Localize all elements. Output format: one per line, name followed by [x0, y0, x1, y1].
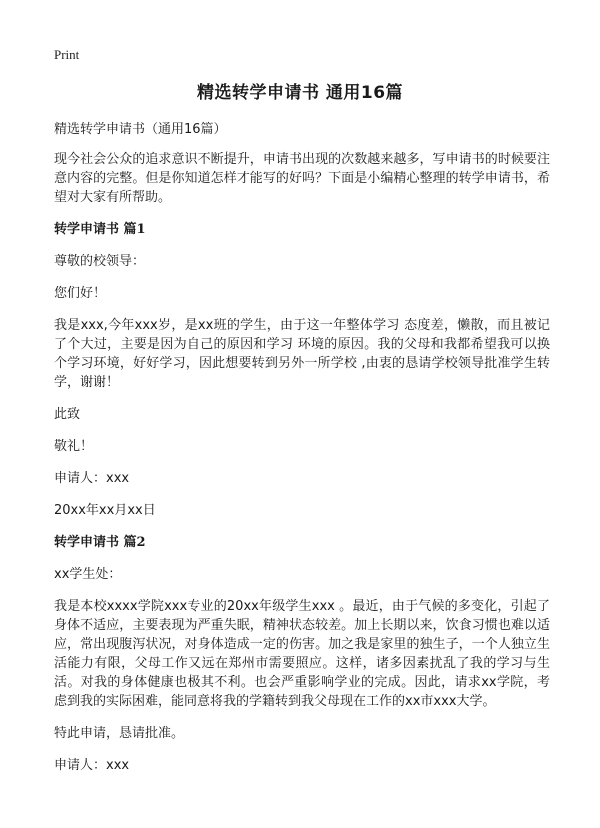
document-subtitle: 精选转学申请书（通用16篇） [54, 122, 227, 137]
letter1-salutation: 尊敬的校领导： [54, 254, 146, 269]
letter1-applicant: 申请人：xxx [54, 471, 130, 486]
letter1-body: 我是xxx,今年xxx岁，是xx班的学生，由于这一年整体学习 态度差，懒散，而且被记了个大过，主要是因为自己的原因和学习 环境的原因。我的父母和我都希望我可以换个学习环境，好好学习，因此想要转到另外一所学校 ,由衷的恳请学校领导批准学生转学，谢谢！ [54, 318, 550, 390]
print-label[interactable]: Print [54, 47, 80, 62]
letter2-applicant: 申请人：xxx [54, 758, 130, 773]
document-body [54, 120, 550, 788]
letter1-closing-2: 敬礼！ [54, 439, 94, 454]
intro-paragraph: 现今社会公众的追求意识不断提升，申请书出现的次数越来越多，写申请书的时候要注意内容的完整。但是你知道怎样才能写的好吗？下面是小编精心整理的转学申请书，希望对大家有所帮助。 [54, 152, 550, 205]
document-title: 精选转学申请书 通用16篇 [196, 83, 404, 103]
letter2-body: 我是本校xxxx学院xxx专业的20xx年级学生xxx 。最近，由于气候的多变化，引起了身体不适应，主要表现为严重失眠，精神状态较差。加上长期以来，饮食习惯也难以适应，常出现腹泻状况，对身体造成一定的伤害。加之我是家里的独生子，一个人独立生活能力有限，父母工作又远在郑州市需要照应。这样，诸多因素扰乱了我的学习与生活。对我的身体健康也极其不利。也会严重影响学业的完成。因此，请求xx学院，考虑到我的实际困难，能同意将我的学籍转到我父母现在工作的xx市xxx大学。 [54, 599, 550, 709]
section-heading-1: 转学申请书 篇1 [54, 222, 146, 237]
letter1-date: 20xx年xx月xx日 [54, 503, 156, 518]
letter2-request: 特此申请，恳请批准。 [54, 726, 185, 741]
letter1-greeting: 您们好！ [54, 286, 107, 301]
section-heading-2: 转学申请书 篇2 [54, 535, 146, 550]
letter1-closing-1: 此致 [54, 407, 81, 422]
letter2-salutation: xx学生处： [54, 567, 122, 582]
